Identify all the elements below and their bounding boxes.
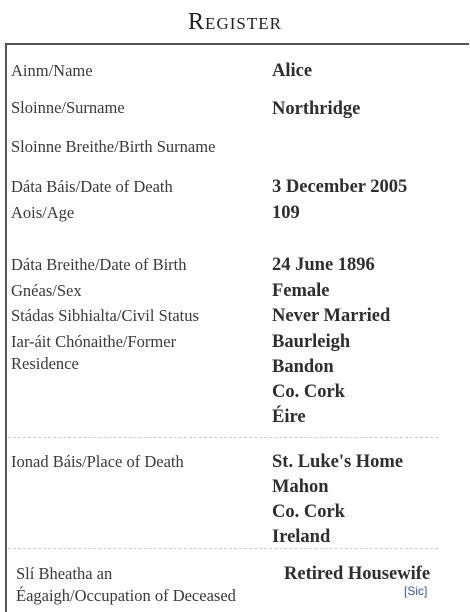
former-residence-line: Co. Cork <box>272 382 345 402</box>
date-of-birth-label: Dáta Breithe/Date of Birth <box>11 255 187 274</box>
former-residence-label-line2: Residence <box>11 354 79 373</box>
occupation-value: Retired Housewife <box>284 564 431 584</box>
date-of-death-value: 3 December 2005 <box>272 177 408 197</box>
age-label: Aois/Age <box>11 203 75 222</box>
former-residence-value <box>272 330 350 430</box>
date-of-death-label: Dáta Báis/Date of Death <box>11 177 173 196</box>
surname-value: Northridge <box>272 99 361 119</box>
page-title: Register <box>188 9 282 35</box>
name-label: Ainm/Name <box>11 61 93 80</box>
sex-value: Female <box>272 281 330 301</box>
place-of-death-line: Co. Cork <box>272 502 345 522</box>
place-of-death-line: Mahon <box>272 477 329 497</box>
former-residence-line: Éire <box>272 407 306 427</box>
surname-label: Sloinne/Surname <box>11 98 125 117</box>
occupation-label <box>16 563 236 607</box>
place-of-death-value <box>272 450 403 550</box>
former-residence-line: Bandon <box>272 357 334 377</box>
frame-top-border <box>5 43 469 45</box>
civil-status-value: Never Married <box>272 306 391 326</box>
age-value: 109 <box>272 203 300 223</box>
civil-status-label: Stádas Sibhialta/Civil Status <box>11 306 199 325</box>
birth-surname-label: Sloinne Breithe/Birth Surname <box>11 137 216 156</box>
place-of-death-label: Ionad Báis/Place of Death <box>11 452 184 471</box>
date-of-birth-value: 24 June 1896 <box>272 255 375 275</box>
frame-left-border <box>5 43 7 612</box>
sic-link[interactable]: [Sic] <box>404 584 428 598</box>
former-residence-label-line1: Iar-áit Chónaithe/Former <box>11 332 177 351</box>
former-residence-line: Baurleigh <box>272 332 351 352</box>
section-divider <box>8 548 438 549</box>
former-residence-label <box>11 331 176 375</box>
place-of-death-line: Ireland <box>272 527 331 547</box>
name-value: Alice <box>272 61 313 81</box>
occupation-label-line1: Slí Bheatha an <box>16 564 113 583</box>
place-of-death-line: St. Luke's Home <box>272 452 404 472</box>
sex-label: Gnéas/Sex <box>11 281 82 300</box>
section-divider <box>8 437 438 438</box>
occupation-label-line2: Éagaigh/Occupation of Deceased <box>16 586 236 605</box>
